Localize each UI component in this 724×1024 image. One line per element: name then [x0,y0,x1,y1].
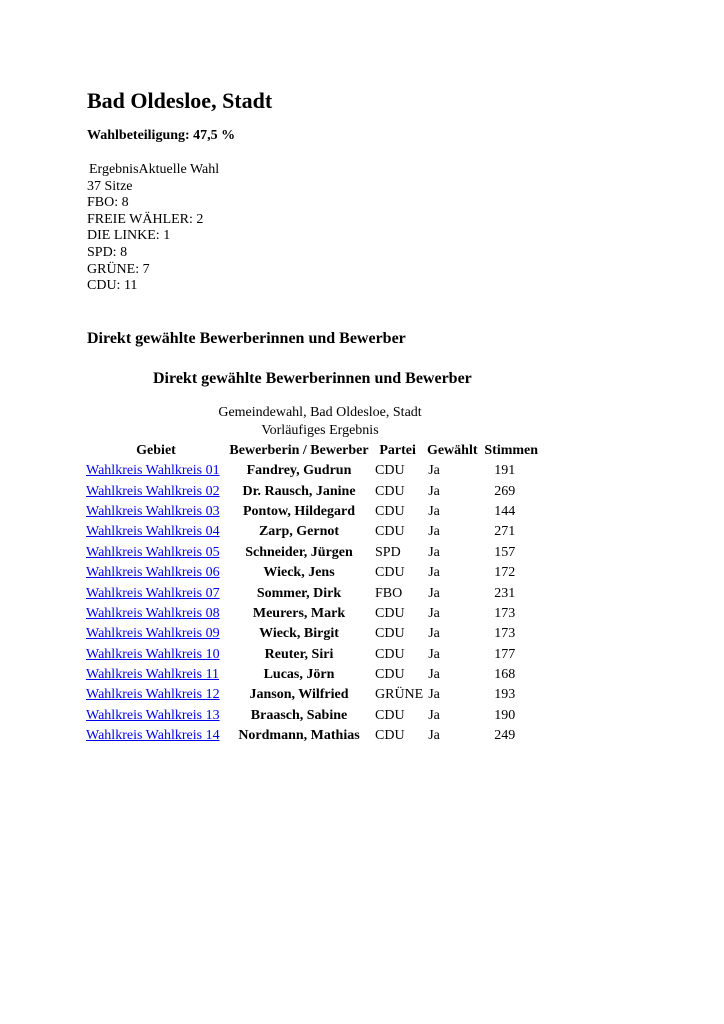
turnout-label: Wahlbeteiligung: 47,5 % [87,128,236,143]
votes-cell: 168 [494,667,516,683]
party-cell: CDU [375,707,405,723]
district-link[interactable]: Wahlkreis Wahlkreis 02 [86,483,220,499]
candidate-name: Wieck, Birgit [259,626,339,642]
party-seats-gruene: GRÜNE: 7 [87,261,150,277]
candidate-name: Braasch, Sabine [250,707,348,723]
district-link[interactable]: Wahlkreis Wahlkreis 05 [86,544,220,560]
district-link[interactable]: Wahlkreis Wahlkreis 13 [86,707,220,723]
candidate-name: Fandrey, Gudrun [246,463,352,479]
column-header-partei: Partei [379,443,416,458]
table-row [85,624,542,644]
votes-cell: 271 [494,524,516,540]
district-link[interactable]: Wahlkreis Wahlkreis 08 [86,605,220,621]
party-cell: CDU [375,463,405,479]
candidate-name: Wieck, Jens [263,565,335,581]
votes-cell: 157 [494,544,516,560]
result-summary [87,162,219,295]
district-link[interactable]: Wahlkreis Wahlkreis 01 [86,463,220,479]
candidate-name: Pontow, Hildegard [242,503,355,519]
elected-cell: Ja [428,667,440,683]
candidate-name: Janson, Wilfried [249,687,349,703]
votes-cell: 144 [494,503,516,519]
votes-cell: 173 [494,626,516,642]
elected-cell: Ja [428,524,440,540]
table-row [85,481,542,501]
district-link[interactable]: Wahlkreis Wahlkreis 10 [86,646,220,662]
table-row [85,645,542,665]
elected-cell: Ja [428,605,440,621]
party-cell: CDU [375,728,405,744]
column-header-bewerber: Bewerberin / Bewerber [229,443,369,458]
votes-cell: 249 [494,728,516,744]
candidate-name: Lucas, Jörn [263,667,335,683]
party-cell: GRÜNE [375,687,424,703]
party-cell: CDU [375,503,405,519]
candidate-name: Sommer, Dirk [256,585,342,601]
district-link[interactable]: Wahlkreis Wahlkreis 03 [86,503,220,519]
district-link[interactable]: Wahlkreis Wahlkreis 14 [86,728,220,744]
table-row [85,583,542,603]
party-seats-die-linke: DIE LINKE: 1 [87,228,171,244]
party-cell: CDU [375,646,405,662]
table-row [85,563,542,583]
party-cell: CDU [375,565,405,581]
table-header-row [85,441,542,461]
seat-count: 37 Sitze [87,178,133,194]
party-cell: SPD [375,544,401,560]
votes-cell: 173 [494,605,516,621]
party-seats-freie-waehler: FREIE WÄHLER: 2 [87,211,204,227]
table-row [85,461,542,481]
candidate-name: Meurers, Mark [252,605,346,621]
elected-cell: Ja [428,483,440,499]
elected-cell: Ja [428,707,440,723]
party-seats-spd: SPD: 8 [87,244,128,260]
table-row [85,726,542,746]
party-seats-cdu: CDU: 11 [87,278,138,294]
candidate-name: Schneider, Jürgen [245,544,353,560]
candidate-name: Reuter, Siri [264,646,334,662]
table-row [85,706,542,726]
column-header-stimmen: Stimmen [484,443,539,458]
votes-cell: 191 [494,463,516,479]
result-heading: ErgebnisAktuelle Wahl [89,162,220,177]
elected-cell: Ja [428,565,440,581]
party-cell: CDU [375,483,405,499]
elected-cell: Ja [428,585,440,601]
elected-cell: Ja [428,463,440,479]
table-caption [210,404,430,440]
table-row [85,685,542,705]
party-cell: FBO [375,585,403,601]
column-header-gewaehlt: Gewählt [426,443,478,458]
party-seats-fbo: FBO: 8 [87,195,129,211]
elected-cell: Ja [428,728,440,744]
caption-status: Vorläufiges Ergebnis [261,423,379,438]
column-header-gebiet: Gebiet [136,443,176,458]
elected-cell: Ja [428,687,440,703]
table-title: Direkt gewählte Bewerberinnen und Bewerber [153,370,472,387]
table-row [85,604,542,624]
party-cell: CDU [375,626,405,642]
district-link[interactable]: Wahlkreis Wahlkreis 12 [86,687,220,703]
section-heading: Direkt gewählte Bewerberinnen und Bewerber [87,330,406,347]
votes-cell: 231 [494,585,516,601]
party-cell: CDU [375,524,405,540]
elected-cell: Ja [428,626,440,642]
votes-cell: 172 [494,565,516,581]
votes-cell: 190 [494,707,516,723]
elected-cell: Ja [428,503,440,519]
table-row [85,665,542,685]
page-title: Bad Oldesloe, Stadt [87,88,273,113]
district-link[interactable]: Wahlkreis Wahlkreis 04 [86,524,220,540]
table-row [85,543,542,563]
candidate-name: Dr. Rausch, Janine [242,483,356,499]
results-table [85,441,542,746]
table-row [85,502,542,522]
votes-cell: 269 [494,483,516,499]
party-list [87,195,219,295]
party-cell: CDU [375,605,405,621]
district-link[interactable]: Wahlkreis Wahlkreis 11 [86,667,220,683]
candidate-name: Zarp, Gernot [258,524,340,540]
votes-cell: 193 [494,687,516,703]
table-row [85,522,542,542]
district-link[interactable]: Wahlkreis Wahlkreis 07 [86,585,220,601]
district-link[interactable]: Wahlkreis Wahlkreis 06 [86,565,220,581]
elected-cell: Ja [428,544,440,560]
candidate-name: Nordmann, Mathias [238,728,360,744]
district-link[interactable]: Wahlkreis Wahlkreis 09 [86,626,220,642]
caption-election: Gemeindewahl, Bad Oldesloe, Stadt [218,405,422,420]
votes-cell: 177 [494,646,516,662]
elected-cell: Ja [428,646,440,662]
party-cell: CDU [375,667,405,683]
